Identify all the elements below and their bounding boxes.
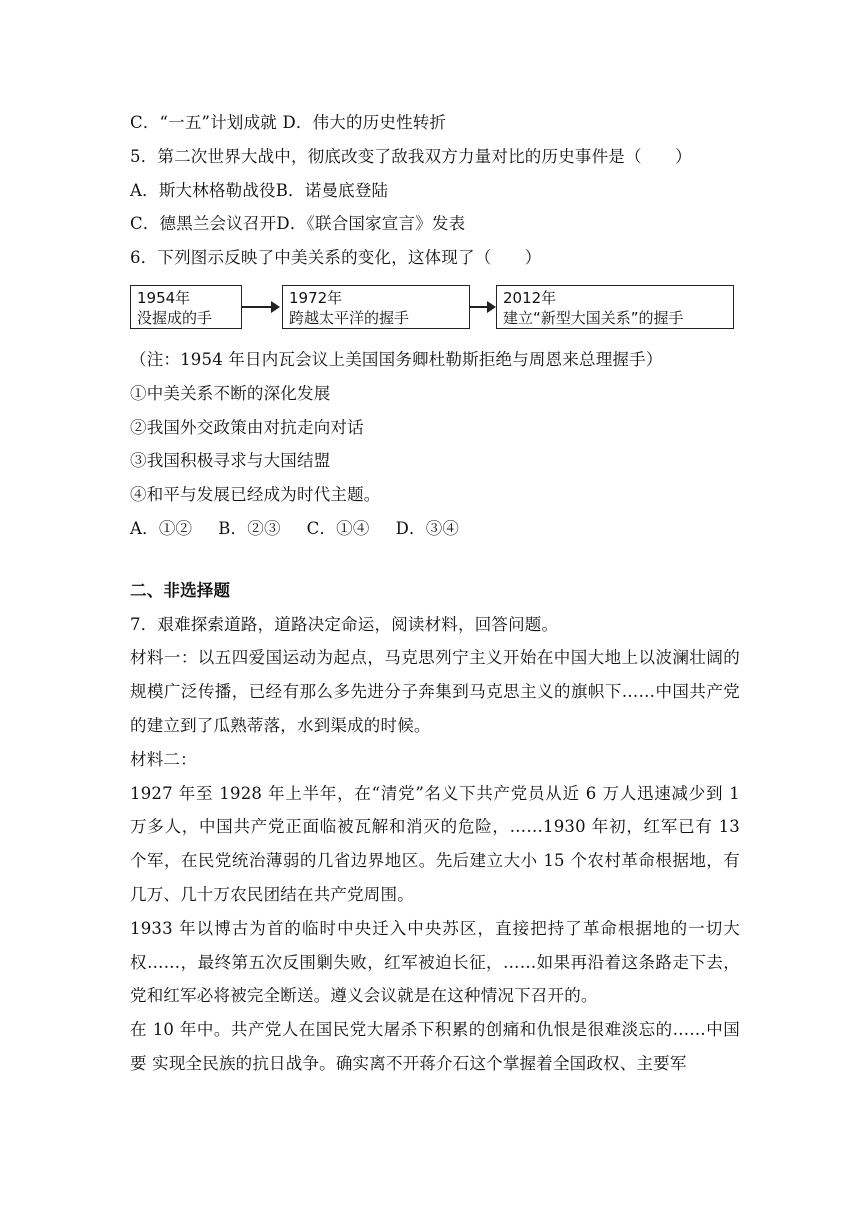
q6-choice-a: A．①② [130,518,193,538]
q5-stem: 5．第二次世界大战中，彻底改变了敌我双方力量对比的历史事件是（ ） [130,146,692,166]
arrow-right-icon [470,306,494,308]
q6-statement-1: ①中美关系不断的深化发展 [130,383,331,403]
diagram-box-year: 1972年 [289,288,343,307]
q6-choice-d: D．③④ [395,518,460,538]
q5-options-cd: C．德黑兰会议召开D．《联合国家宣言》发表 [130,214,466,234]
diagram-box-year: 1954年 [137,288,191,307]
arrow-right-icon [242,306,278,308]
diagram-box-text: 跨越太平洋的握手 [289,308,410,327]
diagram-box-text: 没握成的手 [137,308,213,327]
diagram-box-2012 [496,285,734,329]
diagram-box-1954 [130,285,242,329]
q6-statement-2: ②我国外交政策由对抗走向对话 [130,417,364,437]
q6-statement-4: ④和平与发展已经成为时代主题。 [130,485,381,505]
q7-material2-paragraph-3: 在 10 年中。共产党人在国民党大屠杀下积累的创痛和仇恨是很难淡忘的……中国要 实现全民族的抗日战争。确实离不开蒋介石这个掌握着全国政权、主要军 [130,1020,740,1073]
q6-statement-3: ③我国积极寻求与大国结盟 [130,451,331,471]
q7-material2-label: 材料二： [130,749,197,769]
diagram-box-year: 2012年 [503,288,557,307]
q7-stem: 7．艰难探索道路，道路决定命运，阅读材料，回答问题。 [130,614,559,634]
q6-note: （注：1954 年日内瓦会议上美国国务卿杜勒斯拒绝与周恩来总理握手） [130,349,663,369]
q7-material1: 材料一：以五四爱国运动为起点，马克思列宁主义开始在中国大地上以波澜壮阔的规模广泛传播，已经有那么多先进分子奔集到马克思主义的旗帜下……中国共产党的建立到了瓜熟蒂落，水到渠成的时候。 [130,648,740,735]
diagram-box-1972 [282,285,470,329]
q7-material2-paragraph-2: 1933 年以博古为首的临时中央迁入中央苏区，直接把持了革命根据地的一切大权……，最终第五次反围剿失败，红军被迫长征，……如果再沿着这条路走下去，党和红军必将被完全断送。遵义会议就是在这种情况下召开的。 [130,918,740,1006]
section-title: 二、非选择题 [130,580,231,600]
q6-choices [130,512,740,546]
q5-options-ab: A．斯大林格勒战役B．诺曼底登陆 [130,180,389,200]
q4-options-cd: C．“一五”计划成就 D．伟大的历史性转折 [130,113,447,132]
q6-stem: 6．下列图示反映了中美关系的变化，这体现了（ ） [130,248,542,268]
exam-page [130,106,740,1081]
sino-us-relations-diagram [130,277,740,341]
q6-choice-b: B．②③ [218,518,281,538]
q6-choice-c: C．①④ [306,518,370,538]
diagram-box-text: 建立“新型大国关系”的握手 [503,308,684,327]
section-gap [130,546,740,574]
q7-material2-paragraph-1: 1927 年至 1928 年上半年，在“清党”名义下共产党员从近 6 万人迅速减少到 1 万多人，中国共产党正面临被瓦解和消灭的危险，……1930 年初，红军已有 13 个军，在民党统治薄弱的几省边界地区。先后建立大小 15 个农村革命根据地，有几万、几十万农民团结在共产党周围。 [130,783,740,904]
